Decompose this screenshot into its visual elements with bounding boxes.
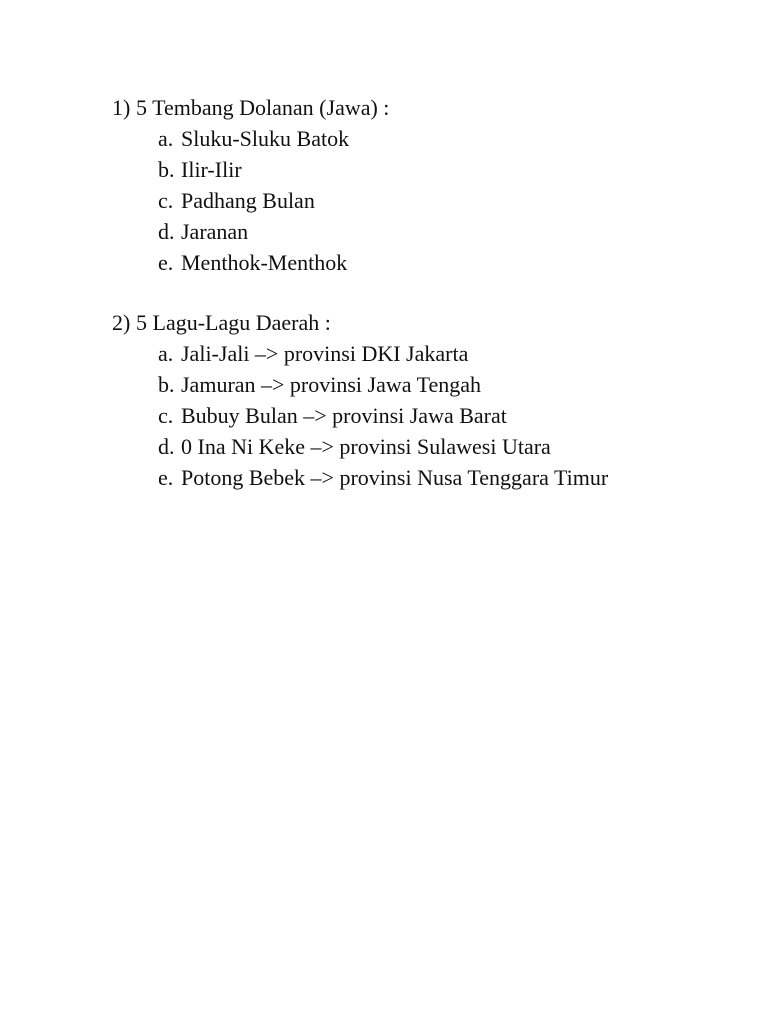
section-tembang-dolanan (112, 92, 389, 278)
section-lagu-daerah (112, 307, 608, 493)
list-marker: a. (158, 126, 174, 151)
list-item-text: Jamuran –> provinsi Jawa Tengah (181, 372, 482, 397)
list-marker: b. (158, 157, 175, 182)
list-item (112, 123, 389, 154)
list-item (112, 247, 389, 278)
list-item (112, 338, 608, 369)
list-marker: c. (158, 403, 174, 428)
section-title: 5 Lagu-Lagu Daerah : (136, 310, 331, 335)
list-item-text: Bubuy Bulan –> provinsi Jawa Barat (181, 403, 507, 428)
list-marker: b. (158, 372, 175, 397)
list-item-text: Jaranan (181, 219, 249, 244)
section-title: 5 Tembang Dolanan (Jawa) : (136, 95, 390, 120)
list-marker: d. (158, 434, 175, 459)
list-marker: a. (158, 341, 174, 366)
list-item (112, 369, 608, 400)
list-marker: c. (158, 188, 174, 213)
list-item (112, 185, 389, 216)
list-item-text: Ilir-Ilir (181, 157, 242, 182)
list-item-text: Padhang Bulan (181, 188, 315, 213)
list-item (112, 154, 389, 185)
list-item (112, 216, 389, 247)
section-number: 2) (112, 310, 131, 335)
list-marker: e. (158, 250, 174, 275)
section-number: 1) (112, 95, 131, 120)
list-item (112, 431, 608, 462)
list-item (112, 400, 608, 431)
section-heading (112, 92, 389, 123)
list-item-text: Menthok-Menthok (181, 250, 348, 275)
section-heading (112, 307, 608, 338)
list-item-text: Jali-Jali –> provinsi DKI Jakarta (181, 341, 469, 366)
list-marker: d. (158, 219, 175, 244)
list-item (112, 462, 608, 493)
list-item-text: Potong Bebek –> provinsi Nusa Tenggara Timur (181, 465, 609, 490)
list-item-text: 0 Ina Ni Keke –> provinsi Sulawesi Utara (181, 434, 551, 459)
list-item-text: Sluku-Sluku Batok (181, 126, 350, 151)
list-marker: e. (158, 465, 174, 490)
